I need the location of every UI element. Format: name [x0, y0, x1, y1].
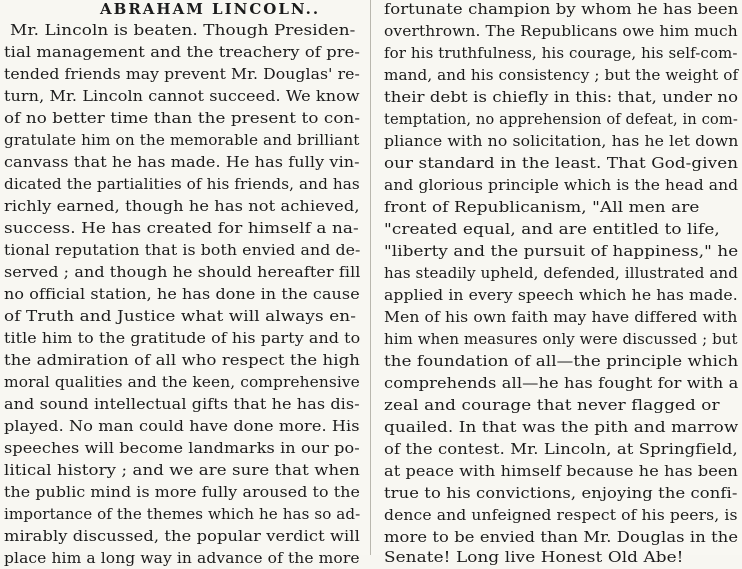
left-line: success. He has created for himself a na- [4, 219, 359, 237]
right-line: Senate! Long live Honest Old Abe! [384, 548, 684, 566]
left-line: of no better time than the present to con- [4, 109, 361, 127]
left-line: canvass that he has made. He has fully vin- [4, 153, 360, 171]
left-line: moral qualities and the keen, comprehensive [4, 373, 360, 391]
right-line: of the contest. Mr. Lincoln, at Springfield, [384, 440, 738, 458]
left-line: Mr. Lincoln is beaten. Though Presiden- [10, 21, 356, 39]
right-line: mand, and his consistency ; but the weight of [384, 66, 739, 84]
right-line: quailed. In that was the pith and marrow [384, 418, 739, 436]
right-line: "liberty and the pursuit of happiness," he [384, 242, 739, 260]
left-line: of Truth and Justice what will always en- [4, 307, 356, 325]
right-line: their debt is chiefly in this: that, under no [384, 88, 739, 106]
right-line: more to be envied than Mr. Douglas in the [384, 528, 739, 546]
left-line: litical history ; and we are sure that when [4, 461, 360, 479]
right-line: applied in every speech which he has made. [384, 286, 738, 304]
right-line: dence and unfeigned respect of his peers, is [384, 506, 738, 524]
left-line: the public mind is more fully aroused to the [4, 483, 360, 501]
left-line: title him to the gratitude of his party and to [4, 329, 361, 347]
right-line: the foundation of all—the principle which [384, 352, 739, 370]
left-line: place him a long way in advance of the more [4, 549, 360, 567]
left-line: no official station, he has done in the cause [4, 285, 360, 303]
right-line: pliance with no solicitation, has he let down [384, 132, 739, 150]
right-column [380, 0, 742, 566]
right-line: "created equal, and are entitled to life, [384, 220, 720, 238]
right-line: has steadily upheld, defended, illustrated and [384, 264, 738, 282]
right-line: zeal and courage that never flagged or [384, 396, 720, 414]
left-line: the admiration of all who respect the high [4, 351, 360, 369]
right-line: at peace with himself because he has been [384, 462, 738, 480]
right-line: him when measures only were discussed ; but [384, 330, 738, 348]
left-line: and sound intellectual gifts that he has dis- [4, 395, 360, 413]
left-line: gratulate him on the memorable and brilliant [4, 131, 360, 149]
left-line: richly earned, though he has not achieved, [4, 197, 360, 215]
article-title: ABRAHAM LINCOLN.. [100, 0, 321, 18]
right-line: and glorious principle which is the head and [384, 176, 739, 194]
left-line: tended friends may prevent Mr. Douglas' re- [4, 65, 360, 83]
left-line: dicated the partialities of his friends, and has [4, 175, 360, 193]
right-line: our standard in the least. That God-given [384, 154, 739, 172]
column-rule [370, 0, 371, 555]
right-line: front of Republicanism, "All men are [384, 198, 700, 216]
right-line: Men of his own faith may have differed with [384, 308, 738, 326]
left-line: tial management and the treachery of pre- [4, 43, 360, 61]
left-line: importance of the themes which he has so ad- [4, 505, 361, 523]
left-line: speeches will become landmarks in our po- [4, 439, 360, 457]
right-line: true to his convictions, enjoying the confi- [384, 484, 738, 502]
right-line: for his truthfulness, his courage, his self-com- [384, 44, 738, 62]
left-line: played. No man could have done more. His [4, 417, 360, 435]
left-line: mirably discussed, the popular verdict will [4, 527, 360, 545]
left-line: served ; and though he should hereafter fill [4, 263, 361, 281]
left-line: tional reputation that is both envied and de- [4, 241, 361, 259]
left-line: turn, Mr. Lincoln cannot succeed. We know [4, 87, 360, 105]
right-line: overthrown. The Republicans owe him much [384, 22, 738, 40]
right-line: fortunate champion by whom he has been [384, 0, 739, 18]
right-line: comprehends all—he has fought for with a [384, 374, 739, 392]
left-column [0, 0, 364, 567]
right-line: temptation, no apprehension of defeat, in com- [384, 110, 738, 128]
